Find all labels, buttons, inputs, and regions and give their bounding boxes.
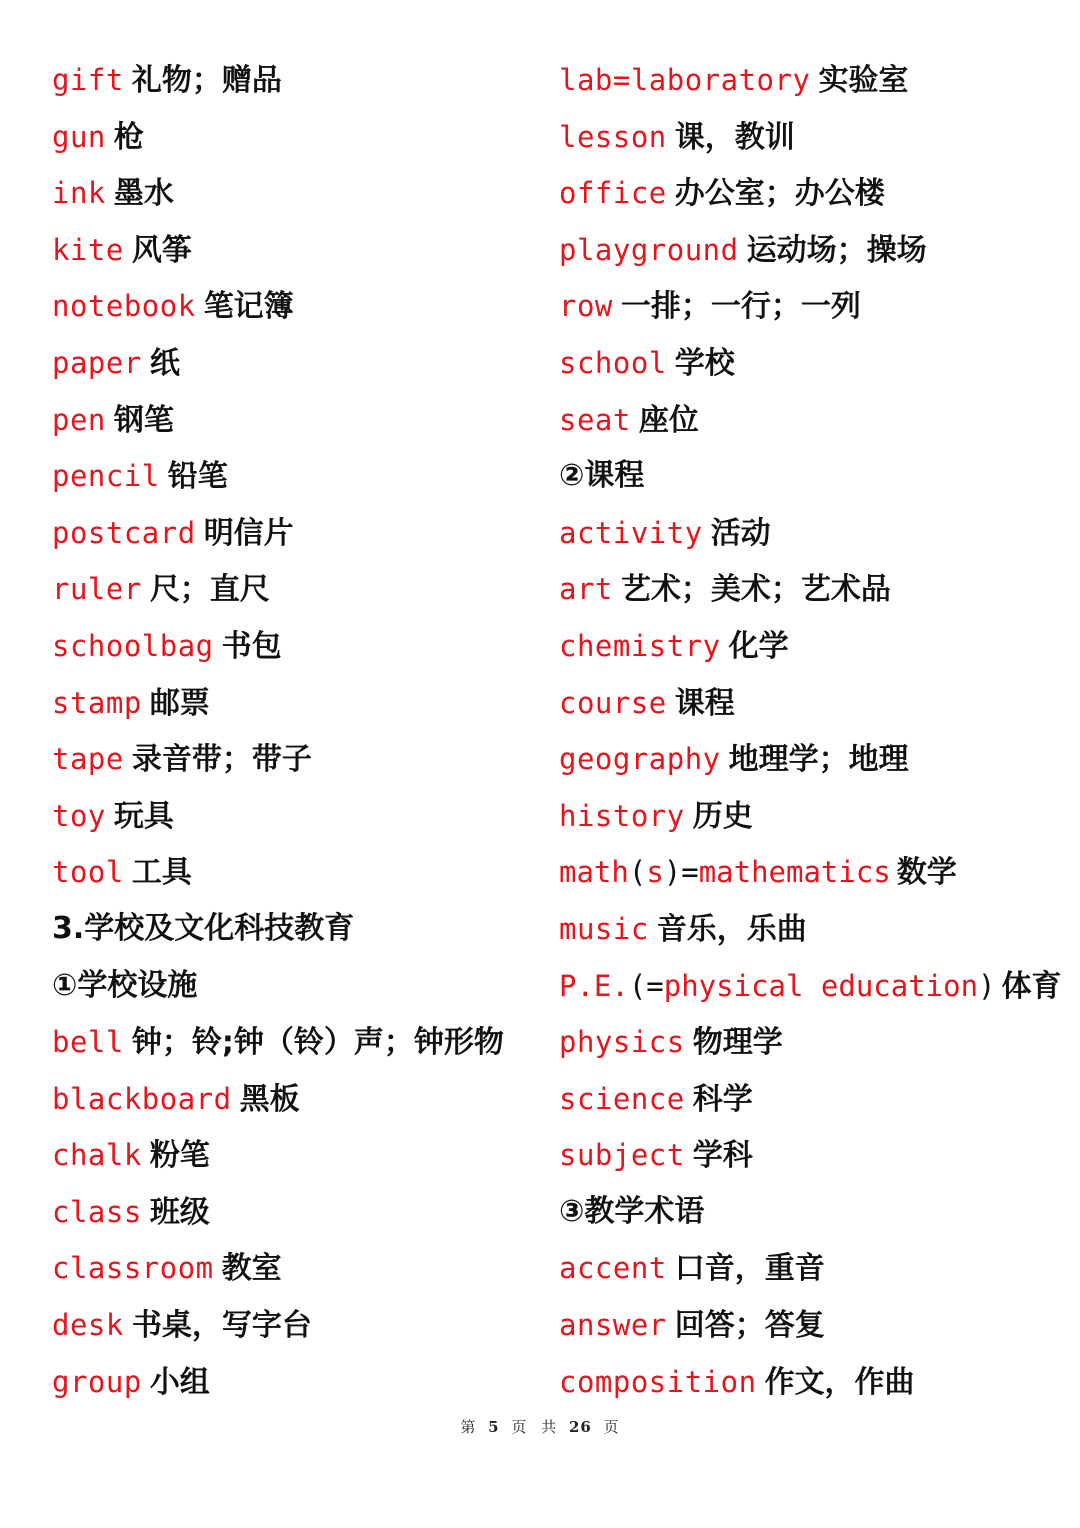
vocab-entry (559, 1014, 1059, 1071)
vocab-word: class (52, 1194, 142, 1229)
vocab-word: bell (52, 1025, 124, 1060)
vocab-meaning: 风筝 (131, 232, 192, 268)
vocab-meaning: 音乐，乐曲 (656, 911, 807, 947)
vocab-entry (52, 731, 542, 788)
vocab-entry (52, 618, 542, 675)
vocab-word: blackboard (52, 1081, 232, 1116)
vocab-meaning: 纸 (149, 345, 180, 381)
vocab-meaning: 墨水 (113, 176, 174, 212)
vocab-meaning: 书桌，写字台 (131, 1308, 312, 1344)
vocab-meaning: 学科 (692, 1138, 753, 1174)
vocab-word: tape (52, 742, 124, 777)
vocab-entry (52, 448, 542, 505)
vocab-word: physical education (663, 968, 979, 1003)
vocab-word: pencil (52, 459, 160, 494)
vocab-entry (559, 1127, 1059, 1184)
vocab-entry (559, 222, 1059, 279)
vocab-entry (52, 392, 542, 449)
vocab-meaning: 历史 (692, 798, 753, 834)
vocab-word: accent (559, 1251, 667, 1286)
vocab-word: school (559, 345, 667, 380)
vocab-meaning: 艺术；美术；艺术品 (620, 572, 891, 608)
vocab-entry (559, 1071, 1059, 1128)
vocab-punctuation: )= (663, 855, 699, 890)
left-column (52, 52, 542, 1410)
vocab-word: ruler (52, 572, 142, 607)
vocab-word: chalk (52, 1138, 142, 1173)
vocab-entry (559, 788, 1059, 845)
vocab-word: paper (52, 345, 142, 380)
vocab-entry (52, 675, 542, 732)
vocab-word: toy (52, 798, 106, 833)
vocab-meaning: 邮票 (149, 685, 210, 721)
section-heading: ①学校设施 (52, 967, 198, 1003)
vocab-word: subject (559, 1138, 685, 1173)
footer-prefix: 第 (460, 1418, 477, 1436)
vocab-meaning: 体育 (1001, 968, 1062, 1004)
vocab-entry (559, 165, 1059, 222)
vocab-meaning: 地理学；地理 (728, 742, 909, 778)
vocab-entry (52, 1071, 542, 1128)
footer-page-unit: 页 (511, 1418, 528, 1436)
vocab-entry (52, 505, 542, 562)
vocab-word: history (559, 798, 685, 833)
section-heading: 3.学校及文化科技教育 (52, 910, 355, 946)
right-column (559, 52, 1062, 1410)
vocab-meaning: 运动场；操场 (746, 232, 927, 268)
vocab-word: seat (559, 402, 631, 437)
vocab-word: chemistry (559, 628, 721, 663)
page-footer (0, 1416, 1080, 1437)
vocab-meaning: 课，教训 (674, 119, 795, 155)
footer-total-pages: 26 (568, 1418, 592, 1436)
vocab-word: course (559, 685, 667, 720)
vocab-entry (52, 109, 542, 166)
vocab-meaning: 课程 (674, 685, 735, 721)
vocab-word: postcard (52, 515, 196, 550)
vocab-word: activity (559, 515, 703, 550)
vocab-word: notebook (52, 289, 196, 324)
vocab-meaning: 枪 (113, 119, 144, 155)
vocab-entry (52, 1014, 542, 1071)
vocab-meaning: 明信片 (203, 515, 294, 551)
section-heading: ②课程 (559, 458, 645, 494)
vocab-word: tool (52, 855, 124, 890)
vocab-entry (559, 1354, 1059, 1411)
vocab-word: art (559, 572, 613, 607)
vocab-entry (52, 1354, 542, 1411)
vocab-word: physics (559, 1025, 685, 1060)
vocab-word: stamp (52, 685, 142, 720)
vocab-entry (559, 278, 1059, 335)
vocab-meaning: 工具 (131, 855, 192, 891)
vocab-meaning: 班级 (149, 1194, 210, 1230)
vocab-meaning: 黑板 (239, 1081, 300, 1117)
vocab-word: lab=laboratory (559, 63, 811, 97)
vocab-entry (559, 335, 1059, 392)
vocab-entry (52, 1240, 542, 1297)
vocab-meaning: 粉笔 (149, 1138, 210, 1174)
vocab-entry (559, 958, 1062, 1015)
vocab-entry (52, 1184, 542, 1241)
vocab-meaning: 钟；铃;钟（铃）声；钟形物 (131, 1025, 504, 1061)
vocab-word: math (559, 855, 629, 890)
vocab-meaning: 座位 (638, 402, 699, 438)
vocab-entry (52, 788, 542, 845)
vocab-entry (559, 901, 1059, 958)
vocab-meaning: 学校 (674, 345, 735, 381)
section-heading: ③教学术语 (559, 1193, 705, 1229)
vocab-word: playground (559, 232, 739, 267)
vocab-word: lesson (559, 119, 667, 154)
vocab-word: music (559, 911, 649, 946)
vocab-word: schoolbag (52, 628, 214, 663)
vocab-entry (559, 618, 1059, 675)
vocab-entry (52, 561, 542, 618)
footer-total-label: 共 (541, 1418, 558, 1436)
vocab-meaning: 一排；一行；一列 (620, 289, 861, 325)
vocab-meaning: 礼物；赠品 (131, 63, 282, 98)
footer-suffix: 页 (603, 1418, 620, 1436)
vocab-entry (52, 1297, 542, 1354)
vocab-word: group (52, 1364, 142, 1399)
vocab-entry (559, 392, 1059, 449)
vocab-entry (559, 52, 1059, 109)
vocab-word: P.E. (559, 968, 629, 1003)
vocab-word: kite (52, 232, 124, 267)
vocab-meaning: 化学 (728, 628, 789, 664)
vocab-entry (52, 222, 542, 279)
vocab-word: classroom (52, 1251, 214, 1286)
vocab-entry (559, 109, 1059, 166)
vocab-meaning: 物理学 (692, 1025, 783, 1061)
vocab-meaning: 回答；答复 (674, 1308, 825, 1344)
vocab-meaning: 数学 (896, 855, 957, 891)
vocab-word: geography (559, 742, 721, 777)
vocab-entry (559, 561, 1059, 618)
vocab-meaning: 小组 (149, 1364, 210, 1400)
vocab-word: s (646, 855, 664, 890)
vocab-word: mathematics (698, 855, 891, 890)
footer-page-number: 5 (488, 1418, 500, 1436)
vocab-word: composition (559, 1364, 757, 1399)
vocab-word: desk (52, 1308, 124, 1343)
vocab-punctuation: ( (628, 855, 647, 890)
vocab-meaning: 书包 (221, 628, 282, 664)
vocab-word: row (559, 289, 613, 324)
vocab-meaning: 尺；直尺 (149, 572, 270, 608)
vocab-meaning: 教室 (221, 1251, 282, 1287)
vocab-entry (52, 278, 542, 335)
vocab-meaning: 笔记簿 (203, 289, 294, 325)
vocab-word: answer (559, 1308, 667, 1343)
vocab-entry (559, 844, 1059, 901)
vocab-entry (559, 731, 1059, 788)
vocab-entry (52, 1127, 542, 1184)
vocab-meaning: 活动 (710, 515, 771, 551)
vocab-word: pen (52, 402, 106, 437)
vocab-entry (52, 335, 542, 392)
vocab-word: gun (52, 119, 106, 154)
vocab-word: office (559, 176, 667, 211)
vocab-meaning: 玩具 (113, 798, 174, 834)
vocab-entry (559, 1297, 1059, 1354)
vocab-punctuation: ) (978, 968, 996, 1003)
vocab-entry (52, 165, 542, 222)
vocab-meaning: 口音，重音 (674, 1251, 825, 1287)
vocab-word: ink (52, 176, 106, 211)
vocab-entry (559, 1240, 1059, 1297)
vocab-meaning: 作文，作曲 (764, 1364, 915, 1400)
vocab-entry (559, 505, 1059, 562)
vocab-meaning: 录音带；带子 (131, 742, 312, 778)
vocab-meaning: 办公室；办公楼 (674, 176, 885, 212)
vocab-word: science (559, 1081, 685, 1116)
vocab-punctuation: (= (628, 968, 664, 1003)
vocab-entry (52, 52, 542, 109)
vocab-meaning: 钢笔 (113, 402, 174, 438)
vocab-meaning: 实验室 (818, 63, 909, 98)
vocab-word: gift (52, 63, 124, 97)
vocab-meaning: 铅笔 (167, 459, 228, 495)
vocab-meaning: 科学 (692, 1081, 753, 1117)
vocab-entry (559, 675, 1059, 732)
vocab-entry (52, 844, 542, 901)
